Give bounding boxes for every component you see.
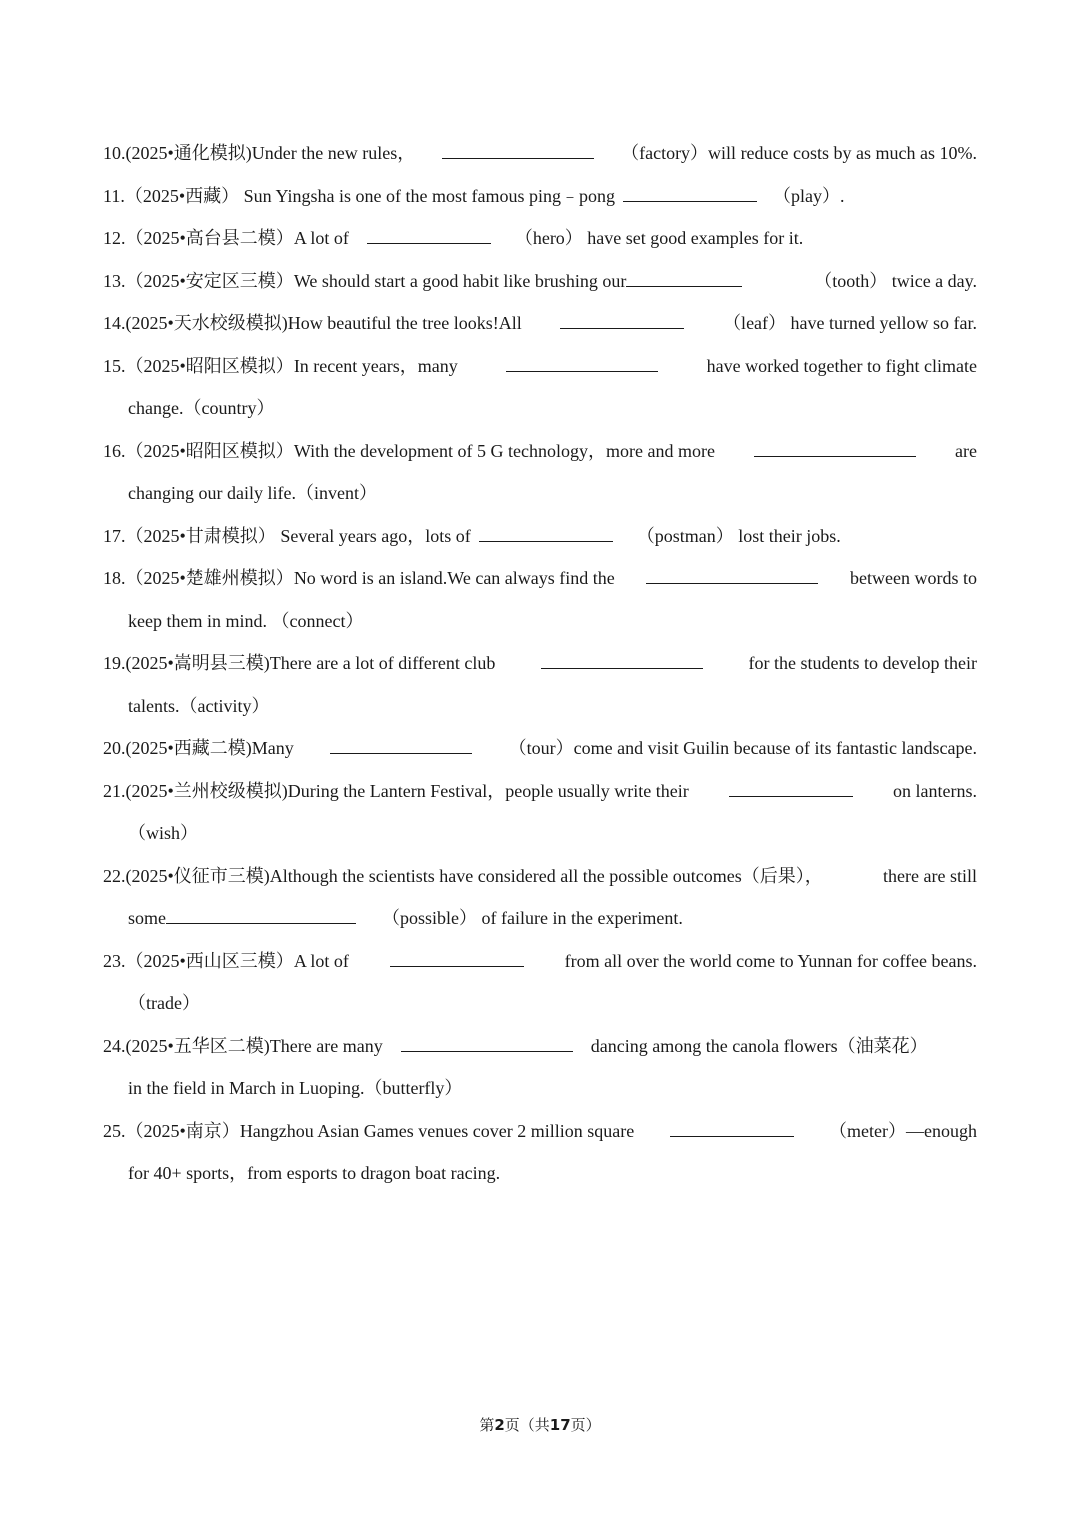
question-number: 15. (103, 355, 126, 376)
answer-blank[interactable] (646, 569, 818, 584)
question-number: 16. (103, 440, 126, 461)
question-source: （2025•楚雄州模拟） (125, 568, 294, 588)
question-21 (103, 770, 977, 855)
question-text: Many (251, 738, 294, 758)
question-14 (103, 302, 977, 345)
question-text: for the students to develop their (748, 653, 977, 673)
question-number: 18. (103, 568, 126, 588)
question-source: （2025•南京） (125, 1120, 240, 1141)
question-number: 23. (103, 950, 126, 971)
question-list (103, 132, 977, 1195)
question-text: There are many (269, 1035, 383, 1056)
question-source: （2025•西山区三模） (125, 950, 294, 971)
question-text-continued: （trade） (128, 993, 200, 1013)
question-source: （2025•昭阳区模拟） (125, 355, 294, 376)
question-text: Although the scientists have considered all the possible outcomes（后果）， (269, 865, 823, 886)
question-number: 21. (103, 780, 126, 801)
question-source: (2025•嵩明县三模) (125, 653, 270, 673)
question-text: There are a lot of different club (269, 653, 496, 673)
question-18 (103, 557, 977, 642)
page-total: 17 (549, 1416, 571, 1434)
question-source: （2025•高台县二模） (125, 228, 294, 248)
question-text: No word is an island.We can always find the (293, 568, 615, 588)
question-text-continued: changing our daily life.（invent） (128, 483, 377, 503)
question-25 (103, 1110, 977, 1195)
answer-blank[interactable] (401, 1037, 573, 1052)
question-text-continued: for 40+ sports，from esports to dragon boat racing. (128, 1163, 501, 1183)
question-text: （factory）will reduce costs by as much as 10%. (621, 143, 977, 163)
question-15 (103, 345, 977, 430)
answer-blank[interactable] (442, 144, 594, 159)
question-text: on lanterns. (893, 780, 977, 801)
question-19 (103, 642, 977, 727)
question-text: How beautiful the tree looks!All (287, 313, 522, 333)
page-footer (0, 1414, 1080, 1435)
question-text: During the Lantern Festival，people usually write their (287, 780, 689, 801)
question-text: there are still (883, 865, 977, 886)
question-text: Several years ago，lots of (280, 525, 471, 546)
question-source: （2025•昭阳区模拟） (125, 440, 294, 461)
question-source: (2025•兰州校级模拟) (125, 780, 288, 801)
question-source: (2025•天水校级模拟) (125, 313, 288, 333)
question-number: 14. (103, 313, 126, 333)
question-text: （play）. (772, 185, 845, 206)
question-text: Sun Yingsha is one of the most famous ping﹣pong (243, 185, 615, 206)
question-20 (103, 727, 977, 770)
question-number: 11. (103, 185, 125, 206)
answer-blank[interactable] (367, 229, 491, 244)
question-text: （hero） have set good examples for it. (514, 228, 804, 248)
question-text-continued: talents.（activity） (128, 695, 270, 716)
question-number: 17. (103, 525, 126, 546)
question-text: （meter）—enough (829, 1120, 977, 1141)
answer-blank[interactable] (729, 782, 853, 797)
question-source: (2025•西藏二模) (125, 738, 252, 758)
question-22 (103, 855, 977, 940)
question-number: 12. (103, 228, 126, 248)
answer-blank[interactable] (754, 442, 916, 457)
question-text: In recent years，many (293, 355, 458, 376)
answer-blank[interactable] (626, 272, 742, 287)
question-text: We should start a good habit like brushing our (293, 270, 627, 291)
question-text: have worked together to fight climate (706, 355, 977, 376)
question-text: from all over the world come to Yunnan for coffee beans. (564, 950, 977, 971)
question-source: (2025•仪征市三模) (125, 865, 270, 886)
answer-blank[interactable] (506, 357, 658, 372)
question-text: （leaf） have turned yellow so far. (723, 313, 977, 333)
question-text: between words to (850, 568, 977, 588)
question-text-continued (103, 897, 977, 940)
answer-blank[interactable] (479, 527, 613, 542)
question-text: Under the new rules， (251, 143, 416, 163)
footer-text: 第 (479, 1416, 495, 1434)
question-text: are (955, 440, 977, 461)
question-11 (103, 175, 977, 218)
question-source: （2025•甘肃模拟） (125, 525, 276, 546)
answer-blank[interactable] (560, 314, 684, 329)
question-text: dancing among the canola flowers（油菜花） (590, 1035, 928, 1056)
page-number: 2 (494, 1416, 505, 1434)
question-source: （2025•西藏） (124, 185, 240, 206)
question-number: 19. (103, 653, 126, 673)
question-number: 22. (103, 865, 126, 886)
question-source: (2025•五华区二模) (125, 1035, 270, 1056)
question-text: With the development of 5 G technology，more and more (293, 440, 715, 461)
question-text: A lot of (293, 950, 349, 971)
question-17 (103, 515, 977, 558)
question-number: 25. (103, 1120, 126, 1141)
answer-blank[interactable] (330, 739, 472, 754)
question-text: （possible） of failure in the experiment. (382, 908, 683, 928)
question-12 (103, 217, 977, 260)
footer-text: 页） (570, 1416, 601, 1434)
question-text-continued: in the field in March in Luoping.（butterfly） (128, 1078, 463, 1098)
question-23 (103, 940, 977, 1025)
question-text: （postman） lost their jobs. (636, 525, 841, 546)
question-16 (103, 430, 977, 515)
question-text: （tour）come and visit Guilin because of its fantastic landscape. (508, 738, 977, 758)
question-number: 10. (103, 143, 126, 163)
question-number: 13. (103, 270, 126, 291)
question-13 (103, 260, 977, 303)
answer-blank[interactable] (623, 187, 757, 202)
question-text: Hangzhou Asian Games venues cover 2 million square (239, 1120, 635, 1141)
question-text-continued: （wish） (128, 823, 199, 843)
question-text-continued: change.（country） (128, 398, 275, 418)
question-source: （2025•安定区三模） (125, 270, 294, 291)
question-text: A lot of (293, 228, 349, 248)
question-text-continued: keep them in mind. （connect） (128, 610, 364, 631)
answer-blank[interactable] (390, 952, 524, 967)
question-24 (103, 1025, 977, 1110)
question-text: （tooth） twice a day. (814, 270, 977, 291)
question-text: some (128, 908, 166, 928)
answer-blank[interactable] (541, 654, 703, 669)
answer-blank[interactable] (166, 909, 356, 924)
question-number: 24. (103, 1035, 126, 1056)
question-source: (2025•通化模拟) (125, 143, 252, 163)
footer-text: 页（共 (504, 1416, 550, 1434)
question-number: 20. (103, 738, 126, 758)
answer-blank[interactable] (670, 1122, 794, 1137)
question-10 (103, 132, 977, 175)
